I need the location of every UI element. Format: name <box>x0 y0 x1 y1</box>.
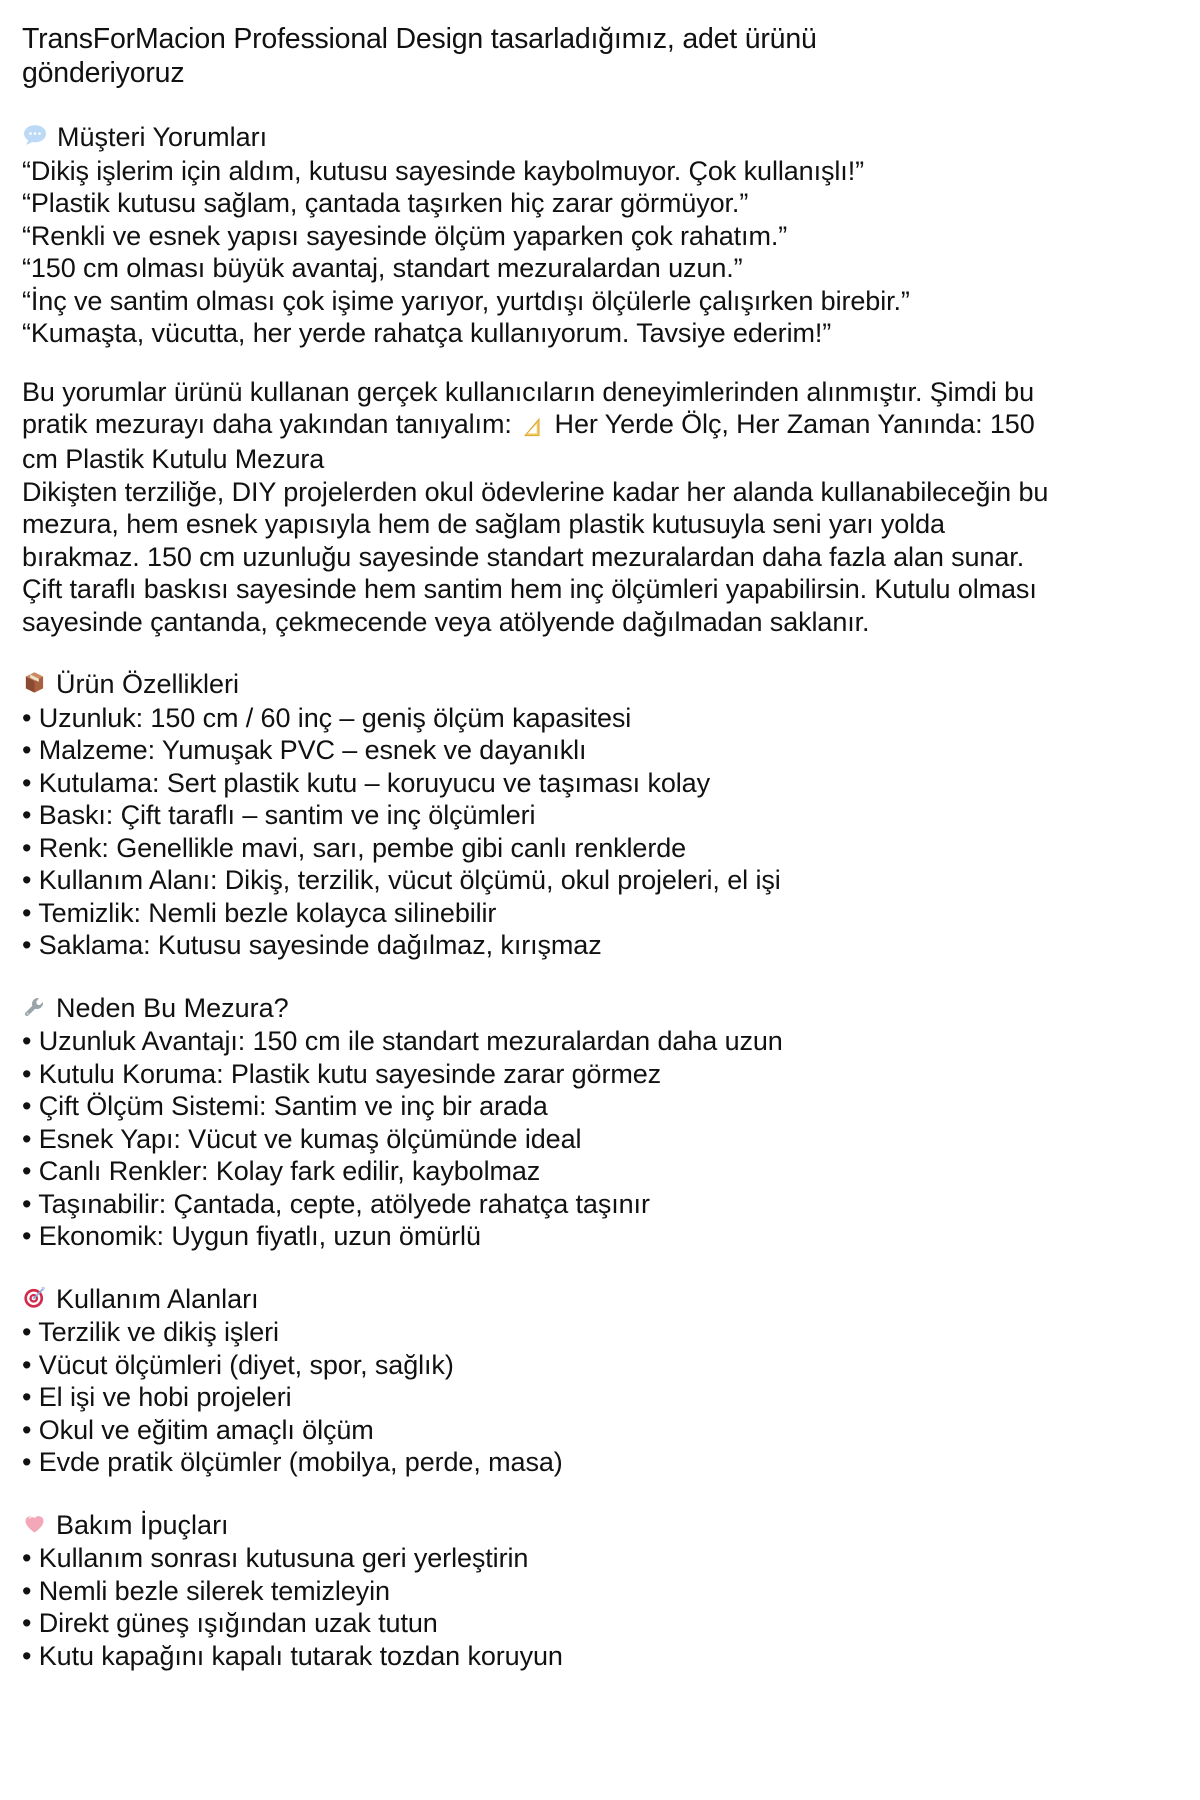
list-item: • Ekonomik: Uygun fiyatlı, uzun ömürlü <box>22 1220 1050 1253</box>
product-features-list <box>22 702 1050 962</box>
list-item: • Canlı Renkler: Kolay fark edilir, kaybolmaz <box>22 1155 1050 1188</box>
list-item: • Baskı: Çift taraflı – santim ve inç ölçümleri <box>22 799 1050 832</box>
intro-lead-paragraph <box>22 376 1050 476</box>
review-quote: “Dikiş işlerim için aldım, kutusu sayesinde kaybolmuyor. Çok kullanışlı!” <box>22 155 864 186</box>
section-heading-care-tips <box>22 1509 1050 1541</box>
triangular-ruler-icon <box>521 410 545 443</box>
list-item: • Taşınabilir: Çantada, cepte, atölyede rahatça taşınır <box>22 1188 1050 1221</box>
section-care-tips <box>22 1509 1050 1673</box>
list-item: • Evde pratik ölçümler (mobilya, perde, masa) <box>22 1446 1050 1479</box>
section-heading-customer-reviews <box>22 120 1050 153</box>
section-heading-product-features <box>22 668 1050 700</box>
list-item: • El işi ve hobi projeleri <box>22 1381 1050 1414</box>
package-icon <box>22 670 47 695</box>
list-item: • Okul ve eğitim amaçlı ölçüm <box>22 1414 1050 1447</box>
section-title-text: Müşteri Yorumları <box>57 122 268 153</box>
section-why-this-tape <box>22 992 1050 1253</box>
list-item: • Kullanım Alanı: Dikiş, terzilik, vücut ölçümü, okul projeleri, el işi <box>22 864 1050 897</box>
review-quote: “İnç ve santim olması çok işime yarıyor, yurtdışı ölçülerle çalışırken birebir.” <box>22 285 910 316</box>
care-tips-list <box>22 1542 1050 1672</box>
list-item: • Kutulama: Sert plastik kutu – koruyucu ve taşıması kolay <box>22 767 1050 800</box>
list-item: • Renk: Genellikle mavi, sarı, pembe gibi canlı renklerde <box>22 832 1050 865</box>
spacer <box>22 102 1050 120</box>
list-item: • Saklama: Kutusu sayesinde dağılmaz, kırışmaz <box>22 929 1050 962</box>
review-quote: “Renkli ve esnek yapısı sayesinde ölçüm yaparken çok rahatım.” <box>22 220 788 251</box>
spacer <box>22 350 1050 376</box>
direct-hit-icon <box>22 1285 47 1310</box>
section-heading-use-cases <box>22 1283 1050 1315</box>
spacer <box>22 1253 1050 1283</box>
spacer <box>22 1479 1050 1509</box>
section-title-text: Ürün Özellikleri <box>56 669 240 700</box>
intro-body-paragraph: Dikişten terziliğe, DIY projelerden okul ödevlerine kadar her alanda kullanabileceğin bu mezura, hem esnek yapısıyla hem de sağlam plastik kutusuyla seni yarı yolda bırakmaz. 150 cm uzunluğu sayesinde standart mezuralardan daha fazla alan sunar. Çift taraflı baskısı sayesinde hem santim hem inç ölçümleri yapabilirsin. Kutulu olması sayesinde çantanda, çekmecende veya atölyende dağılmadan saklanır. <box>22 476 1056 637</box>
section-title-text: Bakım İpuçları <box>56 1510 229 1540</box>
review-quote: “Plastik kutusu sağlam, çantada taşırken hiç zarar görmüyor.” <box>22 188 749 219</box>
list-item: • Nemli bezle silerek temizleyin <box>22 1575 1050 1608</box>
list-item: • Kutulu Koruma: Plastik kutu sayesinde zarar görmez <box>22 1058 1050 1091</box>
spacer <box>22 638 1050 668</box>
list-item: • Uzunluk: 150 cm / 60 inç – geniş ölçüm kapasitesi <box>22 702 1050 735</box>
intro-lead-before: Bu yorumlar ürünü kullanan gerçek kullanıcıların deneyimlerinden alınmıştır. Şimdi bu pratik mezurayı daha yakından tanıyalım: <box>22 376 1042 440</box>
wrench-icon <box>22 994 47 1019</box>
list-item: • Malzeme: Yumuşak PVC – esnek ve dayanıklı <box>22 734 1050 767</box>
speech-balloon-icon <box>22 122 48 148</box>
section-title-text: Kullanım Alanları <box>56 1283 259 1314</box>
section-intro-paragraph <box>22 376 1056 638</box>
list-item: • Çift Ölçüm Sistemi: Santim ve inç bir arada <box>22 1090 1050 1123</box>
section-title-text: Neden Bu Mezura? <box>56 992 289 1023</box>
pink-heart-icon <box>22 1511 47 1536</box>
list-item: • Terzilik ve dikiş işleri <box>22 1316 1050 1349</box>
page-title: TransForMacion Professional Design tasarladığımız, adet ürünü gönderiyoruz <box>22 23 817 90</box>
section-product-features <box>22 668 1050 962</box>
spacer <box>22 962 1050 992</box>
list-item: • Vücut ölçümleri (diyet, spor, sağlık) <box>22 1349 1050 1382</box>
section-use-cases <box>22 1283 1050 1479</box>
list-item: • Direkt güneş ışığından uzak tutun <box>22 1607 1050 1640</box>
list-item: • Temizlik: Nemli bezle kolayca silinebilir <box>22 897 1050 930</box>
list-item: • Kullanım sonrası kutusuna geri yerleştirin <box>22 1542 1050 1575</box>
intro-lead-after: Her Yerde Ölç, Her Zaman Yanında: 150 cm Plastik Kutulu Mezura <box>22 409 1043 475</box>
why-this-tape-list <box>22 1025 1050 1253</box>
review-quote: “Kumaşta, vücutta, her yerde rahatça kullanıyorum. Tavsiye ederim!” <box>22 318 832 349</box>
list-item: • Uzunluk Avantajı: 150 cm ile standart mezuralardan daha uzun <box>22 1025 1050 1058</box>
list-item: • Kutu kapağını kapalı tutarak tozdan koruyun <box>22 1640 1050 1673</box>
review-quote: “150 cm olması büyük avantaj, standart mezuralardan uzun.” <box>22 253 743 284</box>
section-heading-why-this-tape <box>22 992 1050 1024</box>
section-customer-reviews <box>22 120 1050 350</box>
list-item: • Esnek Yapı: Vücut ve kumaş ölçümünde ideal <box>22 1123 1050 1156</box>
use-cases-list <box>22 1316 1050 1479</box>
